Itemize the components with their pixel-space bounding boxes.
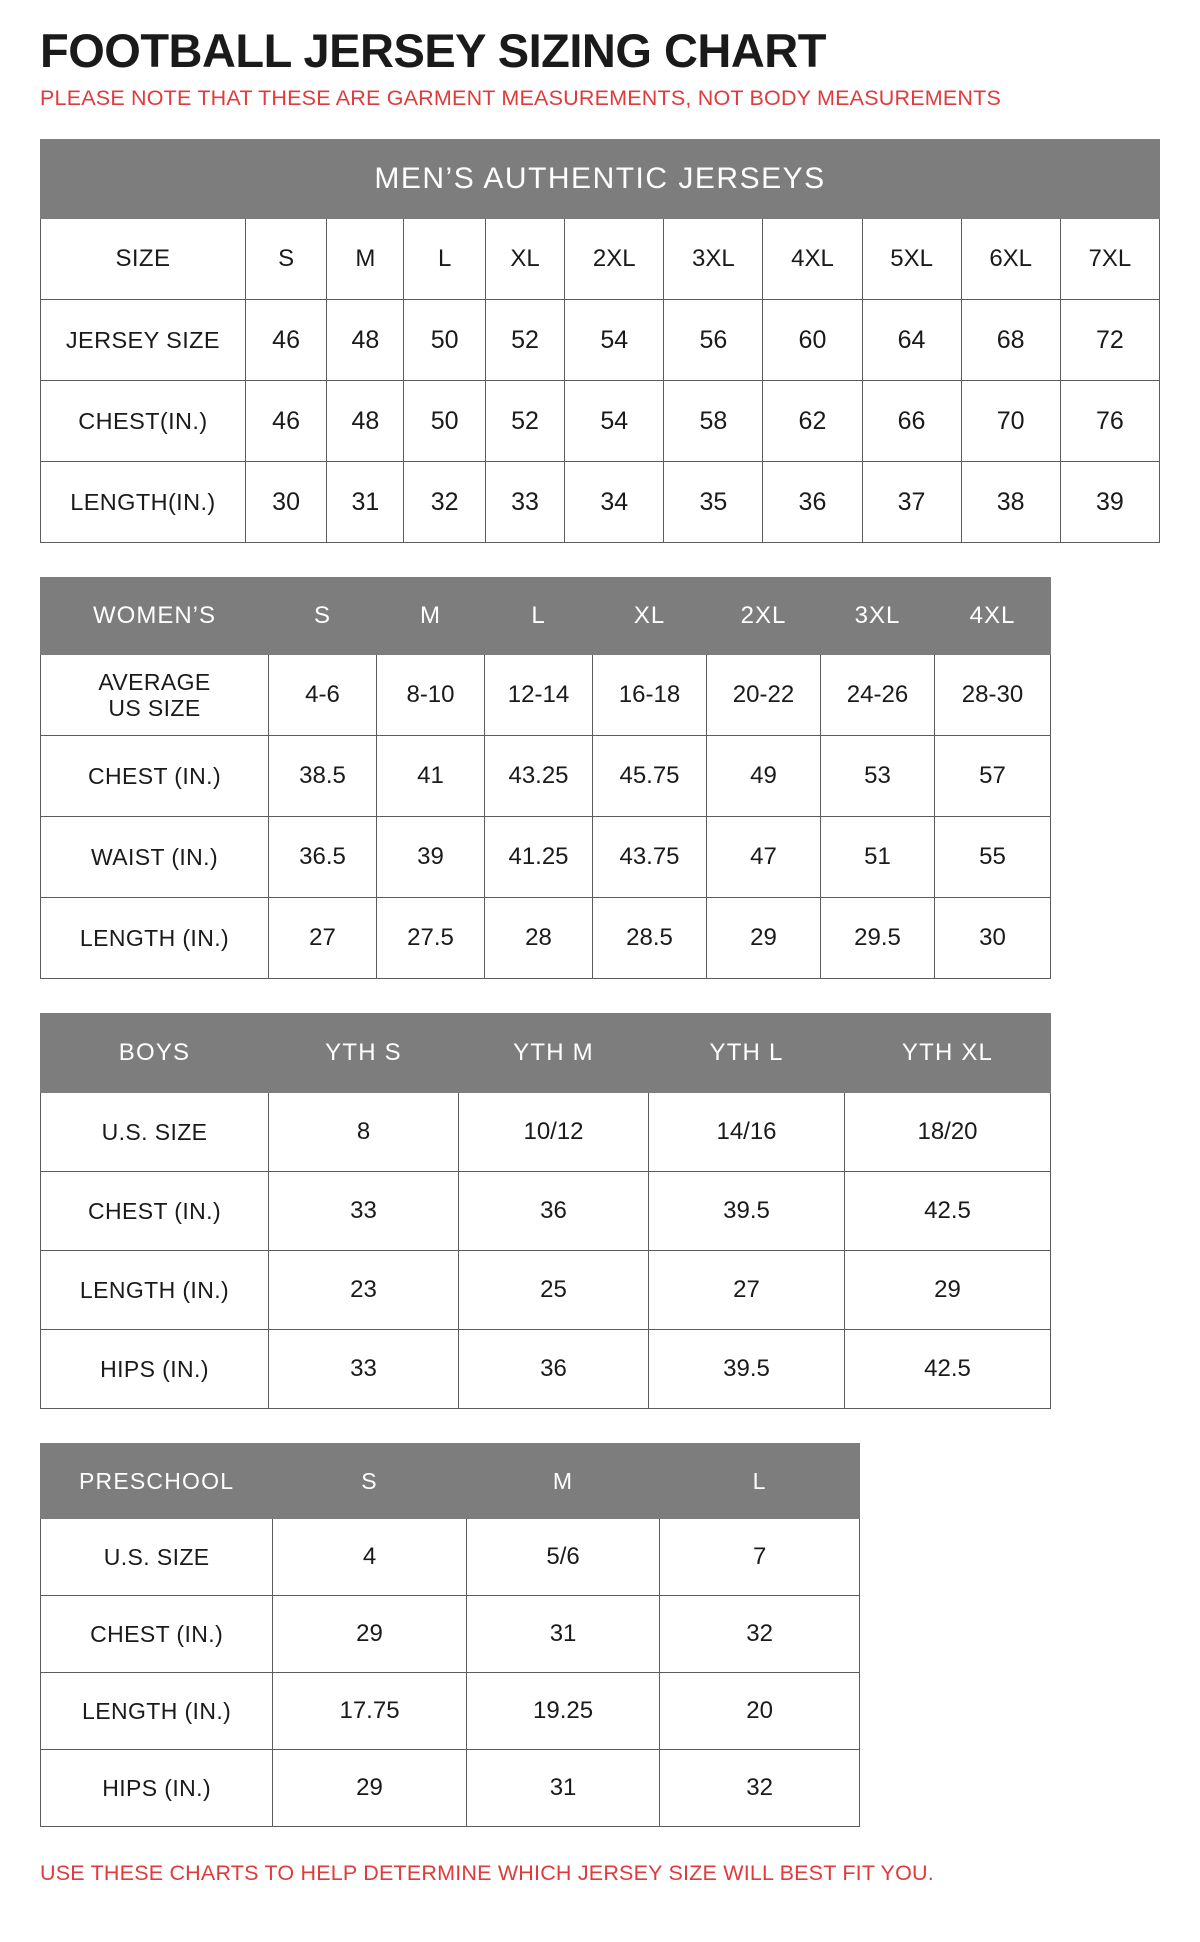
cell: 12-14 xyxy=(485,655,593,736)
cell: 55 xyxy=(935,817,1051,898)
cell: 27.5 xyxy=(377,898,485,979)
cell: 58 xyxy=(664,381,763,462)
cell: 76 xyxy=(1060,381,1159,462)
cell: 29 xyxy=(273,1750,467,1827)
cell: 33 xyxy=(269,1330,459,1409)
column-header-2xl: 2XL xyxy=(565,219,664,300)
cell: 29.5 xyxy=(821,898,935,979)
cell: 53 xyxy=(821,736,935,817)
column-header-3xl: 3XL xyxy=(664,219,763,300)
column-header-4xl: 4XL xyxy=(935,578,1051,655)
cell: 28-30 xyxy=(935,655,1051,736)
cell: 60 xyxy=(763,300,862,381)
column-header-6xl: 6XL xyxy=(961,219,1060,300)
cell: 36.5 xyxy=(269,817,377,898)
column-header-3xl: 3XL xyxy=(821,578,935,655)
cell: 38 xyxy=(961,462,1060,543)
cell: 42.5 xyxy=(845,1330,1051,1409)
cell: 43.25 xyxy=(485,736,593,817)
cell: 31 xyxy=(466,1750,660,1827)
cell: 8-10 xyxy=(377,655,485,736)
boys-jerseys-table xyxy=(40,1013,1051,1409)
column-header-m: M xyxy=(466,1444,660,1519)
table-row xyxy=(41,1172,1051,1251)
cell: 18/20 xyxy=(845,1093,1051,1172)
table-row xyxy=(41,381,1160,462)
cell: 27 xyxy=(649,1251,845,1330)
cell: 68 xyxy=(961,300,1060,381)
column-header-l: L xyxy=(404,219,485,300)
column-header-l: L xyxy=(660,1444,860,1519)
cell: 70 xyxy=(961,381,1060,462)
table-row xyxy=(41,1251,1051,1330)
cell: 56 xyxy=(664,300,763,381)
cell: 39 xyxy=(377,817,485,898)
cell: 4 xyxy=(273,1519,467,1596)
cell: 4-6 xyxy=(269,655,377,736)
row-label-chest: CHEST(IN.) xyxy=(41,381,246,462)
cell: 14/16 xyxy=(649,1093,845,1172)
cell: 49 xyxy=(707,736,821,817)
table-row xyxy=(41,1673,860,1750)
table-row xyxy=(41,655,1051,736)
column-header-4xl: 4XL xyxy=(763,219,862,300)
cell: 24-26 xyxy=(821,655,935,736)
row-label-line1: AVERAGE xyxy=(98,668,211,695)
cell: 62 xyxy=(763,381,862,462)
column-header-womens: WOMEN’S xyxy=(41,578,269,655)
column-header-s: S xyxy=(269,578,377,655)
cell: 28.5 xyxy=(593,898,707,979)
cell: 5/6 xyxy=(466,1519,660,1596)
cell: 36 xyxy=(459,1172,649,1251)
column-header-yth-xl: YTH XL xyxy=(845,1014,1051,1093)
column-header-yth-l: YTH L xyxy=(649,1014,845,1093)
column-header-yth-m: YTH M xyxy=(459,1014,649,1093)
table-row xyxy=(41,1750,860,1827)
column-header-preschool: PRESCHOOL xyxy=(41,1444,273,1519)
row-label-length: LENGTH (IN.) xyxy=(41,1673,273,1750)
row-label-average-us-size xyxy=(41,655,269,736)
table-header-row xyxy=(41,219,1160,300)
cell: 7 xyxy=(660,1519,860,1596)
column-header-s: S xyxy=(273,1444,467,1519)
table-row xyxy=(41,1093,1051,1172)
page-title: FOOTBALL JERSEY SIZING CHART xyxy=(40,24,826,77)
column-header-5xl: 5XL xyxy=(862,219,961,300)
cell: 39 xyxy=(1060,462,1159,543)
cell: 39.5 xyxy=(649,1330,845,1409)
cell: 19.25 xyxy=(466,1673,660,1750)
table-row xyxy=(41,817,1051,898)
cell: 36 xyxy=(459,1330,649,1409)
mens-banner: MEN’S AUTHENTIC JERSEYS xyxy=(41,140,1160,219)
cell: 8 xyxy=(269,1093,459,1172)
table-header-row xyxy=(41,578,1051,655)
row-label-chest: CHEST (IN.) xyxy=(41,736,269,817)
footer-note: USE THESE CHARTS TO HELP DETERMINE WHICH JERSEY SIZE WILL BEST FIT YOU. xyxy=(40,1861,934,1886)
row-label-jersey-size: JERSEY SIZE xyxy=(41,300,246,381)
table-row xyxy=(41,462,1160,543)
table-row xyxy=(41,1330,1051,1409)
cell: 34 xyxy=(565,462,664,543)
cell: 39.5 xyxy=(649,1172,845,1251)
column-header-xl: XL xyxy=(485,219,564,300)
cell: 72 xyxy=(1060,300,1159,381)
cell: 66 xyxy=(862,381,961,462)
cell: 52 xyxy=(485,381,564,462)
column-header-yth-s: YTH S xyxy=(269,1014,459,1093)
cell: 30 xyxy=(935,898,1051,979)
column-header-7xl: 7XL xyxy=(1060,219,1159,300)
cell: 54 xyxy=(565,381,664,462)
table-header-row xyxy=(41,1444,860,1519)
cell: 54 xyxy=(565,300,664,381)
cell: 32 xyxy=(404,462,485,543)
column-header-m: M xyxy=(377,578,485,655)
cell: 31 xyxy=(466,1596,660,1673)
table-row xyxy=(41,300,1160,381)
cell: 29 xyxy=(273,1596,467,1673)
cell: 45.75 xyxy=(593,736,707,817)
row-label-us-size: U.S. SIZE xyxy=(41,1093,269,1172)
cell: 20 xyxy=(660,1673,860,1750)
cell: 51 xyxy=(821,817,935,898)
row-label-line2: US SIZE xyxy=(108,695,201,722)
cell: 29 xyxy=(707,898,821,979)
column-header-l: L xyxy=(485,578,593,655)
column-header-m: M xyxy=(327,219,404,300)
row-label-waist: WAIST (IN.) xyxy=(41,817,269,898)
cell: 32 xyxy=(660,1596,860,1673)
cell: 36 xyxy=(763,462,862,543)
cell: 41 xyxy=(377,736,485,817)
row-label-chest: CHEST (IN.) xyxy=(41,1596,273,1673)
preschool-jerseys-table xyxy=(40,1443,860,1827)
column-header-s: S xyxy=(245,219,326,300)
cell: 50 xyxy=(404,300,485,381)
cell: 46 xyxy=(245,300,326,381)
cell: 10/12 xyxy=(459,1093,649,1172)
table-row xyxy=(41,736,1051,817)
row-label-hips: HIPS (IN.) xyxy=(41,1330,269,1409)
table-row xyxy=(41,1596,860,1673)
cell: 46 xyxy=(245,381,326,462)
cell: 16-18 xyxy=(593,655,707,736)
cell: 57 xyxy=(935,736,1051,817)
cell: 35 xyxy=(664,462,763,543)
cell: 31 xyxy=(327,462,404,543)
mens-authentic-jerseys-table xyxy=(40,139,1160,543)
row-label-us-size: U.S. SIZE xyxy=(41,1519,273,1596)
column-header-2xl: 2XL xyxy=(707,578,821,655)
cell: 37 xyxy=(862,462,961,543)
table-banner-row xyxy=(41,140,1160,219)
cell: 17.75 xyxy=(273,1673,467,1750)
cell: 41.25 xyxy=(485,817,593,898)
cell: 43.75 xyxy=(593,817,707,898)
row-label-chest: CHEST (IN.) xyxy=(41,1172,269,1251)
cell: 29 xyxy=(845,1251,1051,1330)
cell: 64 xyxy=(862,300,961,381)
table-row xyxy=(41,898,1051,979)
table-row xyxy=(41,1519,860,1596)
cell: 48 xyxy=(327,300,404,381)
cell: 38.5 xyxy=(269,736,377,817)
garment-measurement-note: PLEASE NOTE THAT THESE ARE GARMENT MEASUREMENTS, NOT BODY MEASUREMENTS xyxy=(40,86,1001,111)
column-header-xl: XL xyxy=(593,578,707,655)
column-header-boys: BOYS xyxy=(41,1014,269,1093)
cell: 32 xyxy=(660,1750,860,1827)
cell: 23 xyxy=(269,1251,459,1330)
cell: 33 xyxy=(485,462,564,543)
table-header-row xyxy=(41,1014,1051,1093)
womens-jerseys-table xyxy=(40,577,1051,979)
cell: 27 xyxy=(269,898,377,979)
row-label-length: LENGTH (IN.) xyxy=(41,898,269,979)
cell: 50 xyxy=(404,381,485,462)
row-label-hips: HIPS (IN.) xyxy=(41,1750,273,1827)
cell: 52 xyxy=(485,300,564,381)
cell: 48 xyxy=(327,381,404,462)
cell: 42.5 xyxy=(845,1172,1051,1251)
cell: 47 xyxy=(707,817,821,898)
cell: 20-22 xyxy=(707,655,821,736)
column-header-size: SIZE xyxy=(41,219,246,300)
cell: 33 xyxy=(269,1172,459,1251)
cell: 30 xyxy=(245,462,326,543)
row-label-length: LENGTH (IN.) xyxy=(41,1251,269,1330)
cell: 25 xyxy=(459,1251,649,1330)
cell: 28 xyxy=(485,898,593,979)
row-label-length: LENGTH(IN.) xyxy=(41,462,246,543)
